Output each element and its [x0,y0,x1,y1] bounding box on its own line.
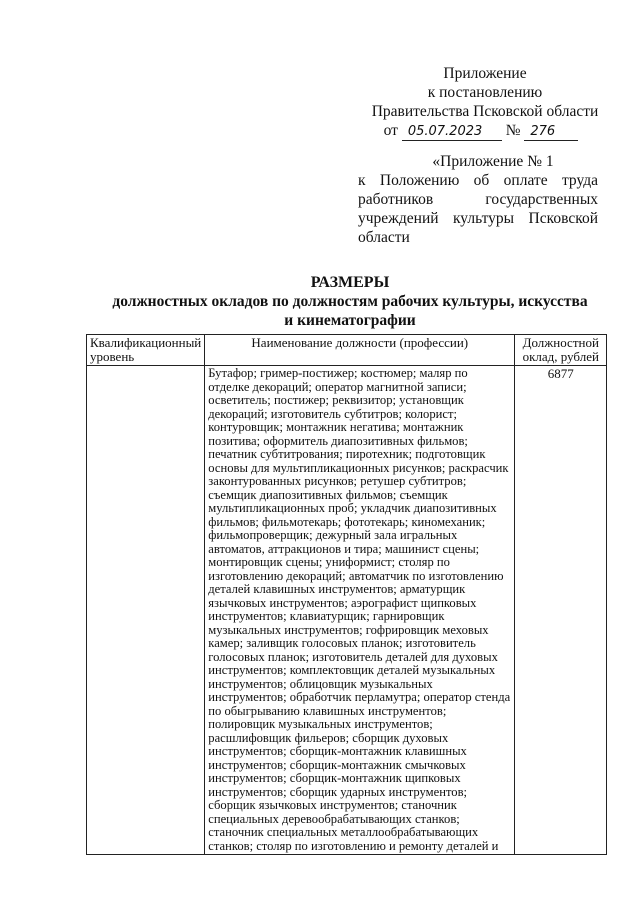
table-row [87,366,607,855]
heading-title: РАЗМЕРЫ [310,274,390,291]
appendix-date-line [352,121,610,141]
cell-salary: 6877 [515,366,607,855]
resolution-number: 276 [524,124,578,141]
annex-title: «Приложение № 1 [432,153,554,170]
appendix-line-1: Приложение [443,65,527,82]
header-salary: Должностной оклад, рублей [515,335,607,366]
document-heading [60,273,640,330]
number-sign: № [505,122,521,139]
table-header-row [87,335,607,366]
resolution-date: 05.07.2023 [402,124,502,141]
appendix-block [360,64,610,141]
date-prefix: от [383,122,398,139]
header-position-name: Наименование должности (профессии) [205,335,515,366]
annex-block [358,152,598,247]
cell-positions: Бутафор; гример-постижер; костюмер; маляр по отделке декораций; оператор магнитной записи; осветитель; постижер; реквизитор; установщик декораций; изготовитель субтитров; колорист; контуровщик; монтажник негатива; монтажник позитива; оформитель диапозитивных фильмов; печатник субтитрования; пиротехник; подготовщик основы для мультипликационных рисунков; раскрасчик законтурованных рисунков; ретушер субтитров; съемщик диапозитивных фильмов; съемщик мультипликационных проб; укладчик диапозитивных фильмов; фильмотекарь; фототекарь; киномеханик; фильмопроверщик; дежурный зала игральных автоматов, аттракционов и тира; машинист сцены; монтировщик сцены; униформист; столяр по изготовлению декораций; автоматчик по изготовлению деталей клавишных инструментов; арматурщик язычковых инструментов; аэрографист щипковых инструментов; клавиатурщик; гарнировщик музыкальных инструментов; гофрировщик меховых камер; заливщик голосовых планок; изготовитель голосовых планок; изготовитель деталей для духовых инструментов; комплектовщик деталей музыкальных инструментов; облицовщик музыкальных инструментов; обработчик перламутра; оператор стенда по обыгрыванию клавишных инструментов; полировщик музыкальных инструментов; расшлифовщик фильеров; сборщик духовых инструментов; сборщик-монтажник клавишных инструментов; сборщик-монтажник смычковых инструментов; сборщик-монтажник щипковых инструментов; сборщик ударных инструментов; сборщик язычковых инструментов; станочник специальных деревообрабатывающих станков; станочник специальных металлообрабатывающих станков; столяр по изготовлению и ремонту деталей и [205,366,515,855]
heading-subtitle-1: должностных окладов по должностям рабочих культуры, искусства [112,293,588,310]
heading-subtitle-2: и кинематографии [284,312,416,329]
cell-qualification-level [87,366,205,855]
annex-line-2: работников государственных [358,191,598,208]
annex-line-4: области [358,229,410,246]
salary-table [86,334,607,855]
annex-line-3: учреждений культуры Псковской [358,210,598,227]
header-qualification-level: Квалификационный уровень [87,335,205,366]
appendix-line-2: к постановлению [427,84,543,101]
appendix-line-3: Правительства Псковской области [371,103,599,120]
annex-line-1: к Положению об оплате труда [358,172,598,189]
